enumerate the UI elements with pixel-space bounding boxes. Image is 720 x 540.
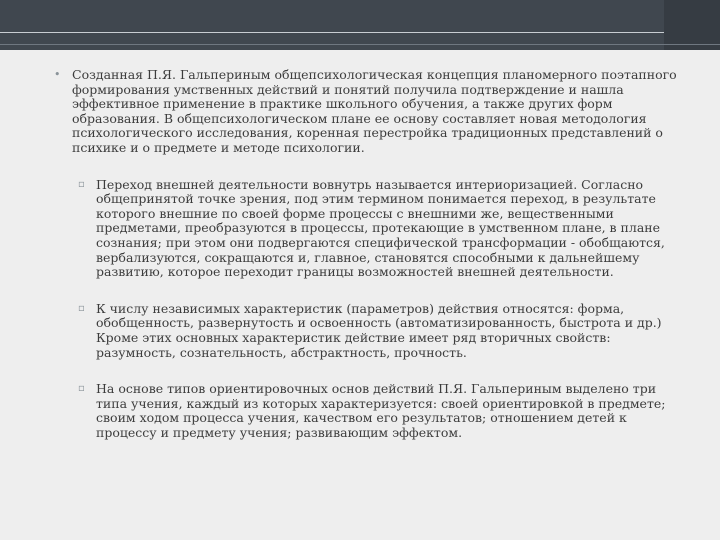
title-bar-divider — [0, 44, 720, 45]
slide-body — [54, 68, 679, 462]
title-bar-accent — [0, 0, 664, 33]
bullet-square-icon: ▫ — [78, 302, 85, 314]
sub-bullet-text: На основе типов ориентировочных основ действий П.Я. Гальпериным выделено три типа учения, каждый из которых характеризуется: своей ориентировкой в предмете; своим ходом процесса учения, качеством его результатов; отношением детей к процессу и предмету учения; развивающим эффектом. — [96, 381, 666, 440]
sub-bullet-text: К числу независимых характеристик (параметров) действия относятся: форма, обобщенность, развернутость и освоенность (автоматизированность, быстрота и др.) Кроме этих основных характеристик действие имеет ряд вторичных свойств: разумность, сознательность, абстрактность, прочность. — [96, 300, 662, 360]
bullet-dot-icon: • — [54, 68, 61, 81]
title-bar — [0, 0, 720, 50]
sub-bullet-item — [54, 178, 679, 280]
bullet-item — [54, 68, 679, 156]
bullet-square-icon: ▫ — [78, 383, 85, 395]
title-bar-corner-block — [664, 0, 720, 50]
bullet-square-icon: ▫ — [78, 178, 85, 190]
sub-bullet-text: Переход внешней деятельности вовнутрь называется интериоризацией. Согласно общепринятой точке зрения, под этим термином понимается переход, в результате которого внешние по своей форме процессы с внешними же, вещественными предметами, преобразуются в процессы, протекающие в умственном плане, в плане сознания; при этом они подвергаются специфической трансформации - обобщаются, вербализуются, сокращаются и, главное, становятся способными к дальнейшему развитию, которое переходит границы возможностей внешней деятельности. — [96, 176, 665, 280]
sub-bullet-item — [54, 382, 679, 440]
sub-bullet-item — [54, 302, 679, 360]
bullet-text: Созданная П.Я. Гальпериным общепсихологическая концепция планомерного поэтапного формирования умственных действий и понятий получила подтверждение и нашла эффективное применение в практике школьного обучения, а также других форм образования. В общепсихологическом плане ее основу составляет новая методология психологического исследования, коренная перестройка традиционных представлений о психике и о предмете и методе психологии. — [72, 67, 677, 155]
